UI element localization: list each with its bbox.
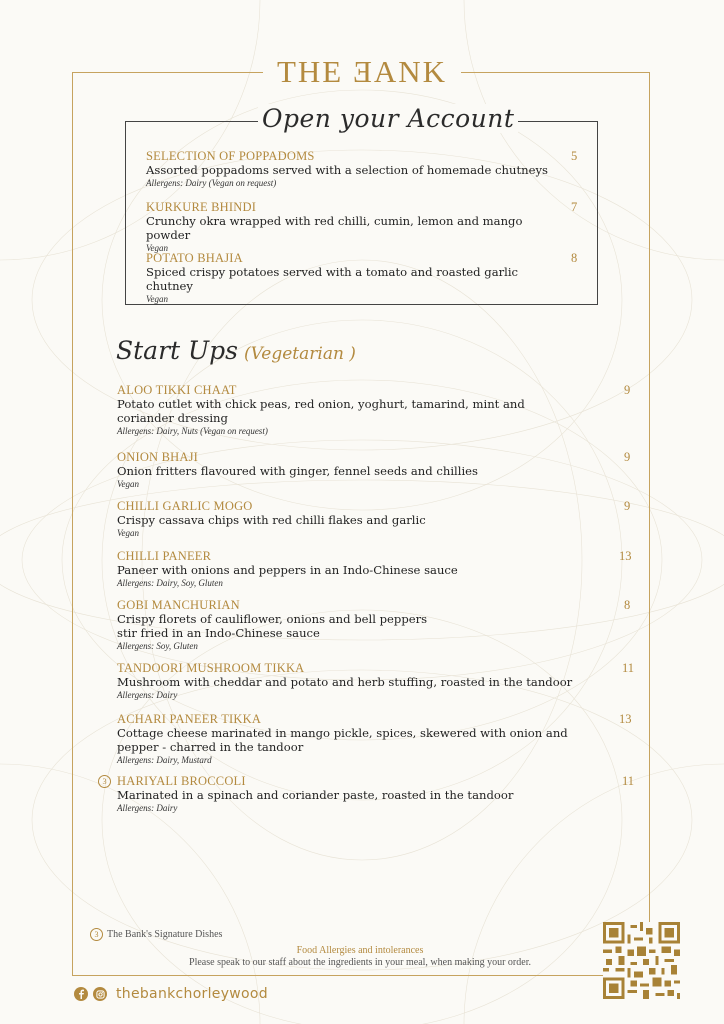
item-allergens: Allergens: Dairy: [117, 803, 178, 813]
item-name: KURKURE BHINDI: [146, 200, 257, 214]
section-subtitle: (Vegetarian ): [243, 344, 356, 364]
menu-item: [146, 200, 566, 254]
menu-item: [117, 598, 577, 652]
section-title-open-account: Open your Account: [258, 104, 518, 133]
allergy-note: [150, 945, 570, 969]
item-description: Marinated in a spinach and coriander paste, roasted in the tandoor: [117, 788, 514, 802]
item-description: Assorted poppadoms served with a selection of homemade chutneys: [146, 163, 548, 177]
item-description: Spiced crispy potatoes served with a tomato and roasted garlic chutney: [146, 265, 519, 293]
item-allergens: Allergens: Dairy: [117, 690, 178, 700]
item-price: 8: [571, 251, 578, 265]
item-name: POTATO BHAJIA: [146, 251, 243, 265]
signature-dish-icon: 3: [90, 928, 103, 941]
item-description: Paneer with onions and peppers in an Indo-Chinese sauce: [117, 563, 458, 577]
item-price: 8: [624, 598, 631, 612]
item-name: HARIYALI BROCCOLI: [117, 774, 246, 788]
allergy-text: Please speak to our staff about the ingredients in your meal, when making your order.: [189, 957, 531, 968]
item-allergens: Allergens: Soy, Gluten: [117, 641, 198, 651]
item-allergens: Vegan: [146, 294, 168, 304]
menu-item: [117, 661, 577, 701]
item-allergens: Allergens: Dairy, Nuts (Vegan on request): [117, 426, 268, 436]
item-description-line2: pepper - charred in the tandoor: [117, 740, 304, 754]
item-description: Potato cutlet with chick peas, red onion, yoghurt, tamarind, mint and: [117, 397, 525, 411]
qr-code[interactable]: [603, 922, 680, 999]
item-description: Mushroom with cheddar and potato and herb stuffing, roasted in the tandoor: [117, 675, 573, 689]
menu-item: [117, 383, 577, 437]
allergy-title: Food Allergies and intolerances: [296, 945, 424, 956]
item-allergens: Vegan: [117, 479, 139, 489]
section-title-start-ups: [116, 336, 356, 365]
item-description: Crispy cassava chips with red chilli flakes and garlic: [117, 513, 426, 527]
item-name: ALOO TIKKI CHAAT: [117, 383, 237, 397]
menu-item: [117, 499, 577, 539]
item-description-line2: stir fried in an Indo-Chinese sauce: [117, 626, 320, 640]
item-price: 11: [622, 774, 635, 788]
item-description: Cottage cheese marinated in mango pickle, spices, skewered with onion and: [117, 726, 568, 740]
item-allergens: Vegan: [146, 243, 168, 253]
item-price: 11: [622, 661, 635, 675]
item-price: 5: [571, 149, 578, 163]
brand-logo: THE ƎANK: [0, 54, 724, 90]
social-handle[interactable]: thebankchorleywood: [116, 986, 268, 1002]
facebook-icon[interactable]: [74, 987, 88, 1001]
item-name: ACHARI PANEER TIKKA: [117, 712, 262, 726]
instagram-icon[interactable]: [93, 987, 107, 1001]
item-allergens: Vegan: [117, 528, 139, 538]
menu-item: [117, 549, 577, 589]
menu-item: [117, 450, 577, 490]
item-description: Crunchy okra wrapped with red chilli, cumin, lemon and mango powder: [146, 214, 523, 242]
menu-item: [117, 712, 577, 766]
item-name: TANDOORI MUSHROOM TIKKA: [117, 661, 305, 675]
item-name: ONION BHAJI: [117, 450, 199, 464]
menu-item: [146, 251, 566, 305]
item-name: SELECTION OF POPPADOMS: [146, 149, 315, 163]
item-description: Onion fritters flavoured with ginger, fennel seeds and chillies: [117, 464, 478, 478]
item-description-line2: coriander dressing: [117, 411, 228, 425]
item-name: CHILLI PANEER: [117, 549, 212, 563]
item-price: 13: [619, 549, 632, 563]
social-links: [74, 986, 268, 1002]
item-allergens: Allergens: Dairy, Soy, Gluten: [117, 578, 223, 588]
item-price: 9: [624, 383, 631, 397]
signature-dish-icon: 3: [98, 775, 111, 788]
signature-legend-label: The Bank's Signature Dishes: [107, 928, 223, 940]
item-price: 13: [619, 712, 632, 726]
item-price: 9: [624, 499, 631, 513]
item-price: 7: [571, 200, 578, 214]
signature-legend: [90, 928, 222, 941]
item-name: CHILLI GARLIC MOGO: [117, 499, 253, 513]
section-title-text: Start Ups: [116, 336, 238, 365]
menu-item: [146, 149, 566, 189]
item-allergens: Allergens: Dairy (Vegan on request): [146, 178, 277, 188]
item-allergens: Allergens: Dairy, Mustard: [117, 755, 212, 765]
item-name: GOBI MANCHURIAN: [117, 598, 240, 612]
item-price: 9: [624, 450, 631, 464]
menu-item: [117, 774, 577, 814]
item-description: Crispy florets of cauliflower, onions and bell peppers: [117, 612, 428, 626]
